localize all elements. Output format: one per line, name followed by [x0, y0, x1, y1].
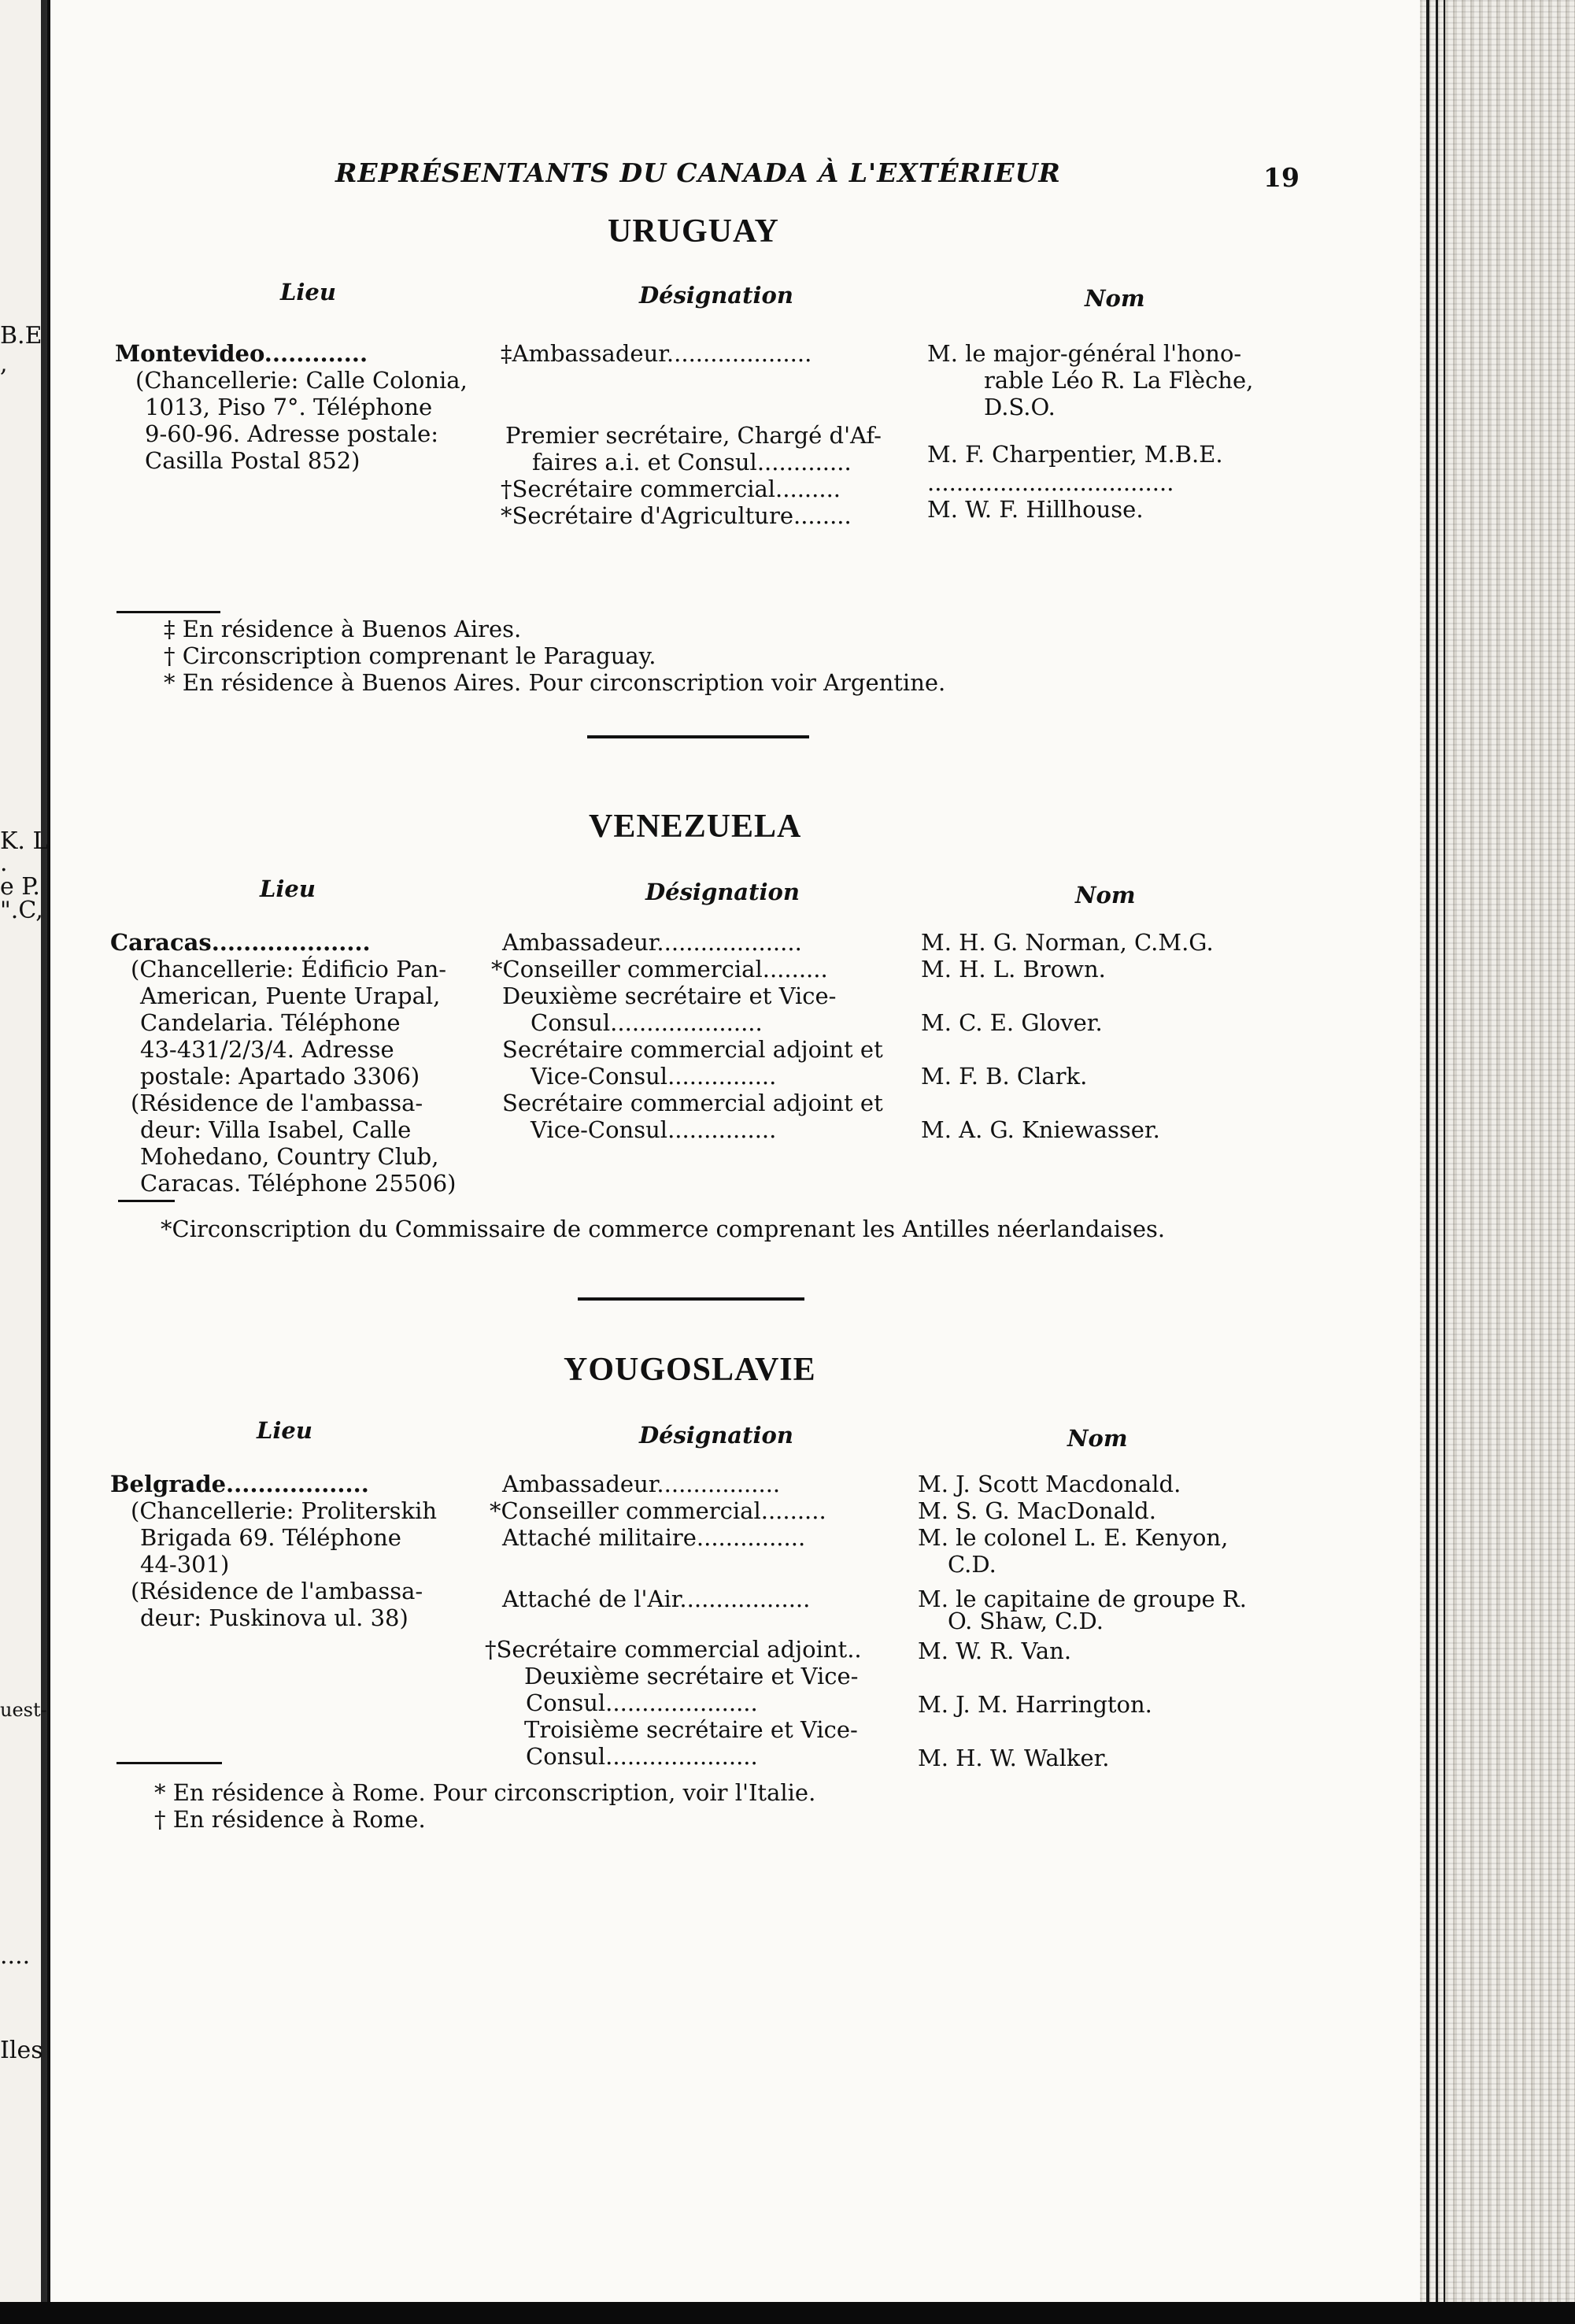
designation-line: Attaché militaire...............: [502, 1524, 806, 1551]
place-line: deur: Villa Isabel, Calle: [140, 1116, 412, 1143]
place-column-uruguay: [115, 340, 485, 474]
name-line: rable Léo R. La Flèche,: [984, 367, 1254, 394]
place-line: American, Puente Urapal,: [140, 983, 441, 1009]
place-city: Montevideo.............: [115, 340, 368, 367]
name-line: O. Shaw, C.D.: [948, 1608, 1104, 1634]
designation-line: Premier secrétaire, Chargé d'Af-: [505, 422, 882, 449]
designation-line: *Conseiller commercial.........: [491, 956, 828, 983]
footnotes-yougoslavie: [154, 1779, 815, 1833]
name-line: M. le capitaine de groupe R.: [918, 1586, 1247, 1612]
footnote: † En résidence à Rome.: [154, 1806, 426, 1833]
margin-fragment: ....: [0, 1942, 31, 1970]
designation-line: Vice-Consul...............: [531, 1116, 777, 1143]
margin-fragment: Iles: [0, 2037, 43, 2064]
footnote: * En résidence à Rome. Pour circonscription, voir l'Italie.: [154, 1779, 816, 1806]
designation-line: Troisième secrétaire et Vice-: [524, 1716, 858, 1743]
margin-fragment: uest-: [0, 1699, 47, 1721]
footnote-rule: [118, 1200, 175, 1202]
footnote: ‡ En résidence à Buenos Aires.: [164, 616, 522, 642]
designation-line: *Secrétaire d'Agriculture........: [501, 502, 852, 529]
page-number: 19: [1263, 162, 1300, 193]
place-line: Casilla Postal 852): [145, 447, 360, 474]
place-line: (Résidence de l'ambassa-: [131, 1090, 423, 1116]
name-column-venezuela: [921, 929, 1291, 1143]
place-city: Belgrade..................: [110, 1471, 369, 1497]
running-header: REPRÉSENTANTS DU CANADA À L'EXTÉRIEUR: [335, 157, 1061, 188]
place-line: postale: Apartado 3306): [140, 1063, 420, 1090]
country-title-venezuela: VENEZUELA: [589, 809, 802, 845]
footnote-rule: [116, 1762, 222, 1764]
name-line: M. C. E. Glover.: [921, 1009, 1103, 1036]
name-column-uruguay: [927, 340, 1297, 523]
place-line: Caracas. Téléphone 25506): [140, 1170, 457, 1197]
place-city: Caracas....................: [110, 929, 371, 956]
designation-line: †Secrétaire commercial adjoint..: [485, 1636, 862, 1663]
name-line: M. W. F. Hillhouse.: [927, 496, 1144, 523]
name-line: M. A. G. Kniewasser.: [921, 1116, 1160, 1143]
name-line: ..................................: [927, 469, 1174, 496]
name-line: M. S. G. MacDonald.: [918, 1497, 1156, 1524]
page-edge-stack: [1420, 0, 1575, 2324]
designation-line: Ambassadeur....................: [502, 929, 802, 956]
margin-fragment: B.E: [0, 322, 43, 350]
designation-column-venezuela: [491, 929, 900, 1143]
place-column-venezuela: [110, 929, 493, 1197]
column-head-name: Nom: [1067, 1425, 1128, 1452]
place-line: (Chancellerie: Proliterskih: [131, 1497, 438, 1524]
place-line: 44-301): [140, 1551, 230, 1578]
place-line: (Chancellerie: Calle Colonia,: [135, 367, 468, 394]
name-line: M. J. M. Harrington.: [918, 1691, 1152, 1718]
designation-line: †Secrétaire commercial.........: [501, 476, 841, 502]
designation-line: *Conseiller commercial.........: [490, 1497, 826, 1524]
name-line: M. J. Scott Macdonald.: [918, 1471, 1181, 1497]
place-line: deur: Puskinova ul. 38): [140, 1604, 409, 1631]
section-separator: [578, 1297, 804, 1301]
name-line: M. W. R. Van.: [918, 1638, 1072, 1664]
designation-line: Consul.....................: [526, 1689, 758, 1716]
footnote: † Circonscription comprenant le Paraguay.: [164, 642, 656, 669]
designation-line: Vice-Consul...............: [531, 1063, 777, 1090]
footnotes-uruguay: [164, 616, 945, 696]
designation-line: Deuxième secrétaire et Vice-: [502, 983, 837, 1009]
designation-line: Secrétaire commercial adjoint et: [502, 1036, 883, 1063]
column-head-designation: Désignation: [639, 282, 793, 309]
margin-fragment: ".C,: [0, 897, 43, 924]
column-head-name: Nom: [1085, 285, 1145, 312]
designation-line: Attaché de l'Air..................: [502, 1586, 811, 1612]
place-line: Candelaria. Téléphone: [140, 1009, 401, 1036]
margin-fragment: K. L: [0, 827, 49, 855]
footnote-venezuela: *Circonscription du Commissaire de commerce comprenant les Antilles néerlandaises.: [161, 1216, 1166, 1242]
name-column-yougoslavie: [918, 1471, 1296, 1771]
name-line: M. H. G. Norman, C.M.G.: [921, 929, 1214, 956]
name-line: D.S.O.: [984, 394, 1056, 420]
margin-fragment: e P.: [0, 873, 40, 901]
name-line: M. H. L. Brown.: [921, 956, 1106, 983]
designation-line: ‡Ambassadeur....................: [501, 340, 812, 367]
facing-page-margin: [0, 0, 49, 2324]
designation-line: Deuxième secrétaire et Vice-: [524, 1663, 859, 1689]
place-column-yougoslavie: [110, 1471, 493, 1631]
designation-line: Secrétaire commercial adjoint et: [502, 1090, 883, 1116]
column-head-place: Lieu: [280, 279, 336, 305]
column-head-place: Lieu: [257, 1417, 312, 1444]
designation-line: Ambassadeur.................: [502, 1471, 781, 1497]
name-line: M. H. W. Walker.: [918, 1745, 1110, 1771]
margin-fragment: .: [0, 849, 8, 877]
name-line: M. le major-général l'hono-: [927, 340, 1242, 367]
scan-bottom-edge: [0, 2302, 1575, 2324]
name-line: M. F. B. Clark.: [921, 1063, 1088, 1090]
place-line: Mohedano, Country Club,: [140, 1143, 439, 1170]
designation-line: Consul.....................: [531, 1009, 763, 1036]
footnote-rule: [116, 611, 220, 613]
place-line: (Chancellerie: Édificio Pan-: [131, 956, 447, 983]
country-title-uruguay: URUGUAY: [608, 213, 779, 250]
designation-column-uruguay: [501, 340, 894, 529]
designation-line: Consul.....................: [526, 1743, 758, 1770]
column-head-designation: Désignation: [639, 1422, 793, 1449]
section-separator: [587, 735, 809, 738]
designation-column-yougoslavie: [485, 1471, 910, 1770]
place-line: Brigada 69. Téléphone: [140, 1524, 401, 1551]
column-head-name: Nom: [1075, 882, 1136, 909]
place-line: 1013, Piso 7°. Téléphone: [145, 394, 433, 420]
name-line: M. F. Charpentier, M.B.E.: [927, 441, 1223, 468]
country-title-yougoslavie: YOUGOSLAVIE: [564, 1352, 816, 1388]
designation-line: faires a.i. et Consul.............: [532, 449, 852, 476]
place-line: 9-60-96. Adresse postale:: [145, 420, 439, 447]
column-head-designation: Désignation: [645, 879, 800, 905]
footnote: * En résidence à Buenos Aires. Pour circonscription voir Argentine.: [164, 669, 946, 696]
place-line: 43-431/2/3/4. Adresse: [140, 1036, 394, 1063]
name-line: M. le colonel L. E. Kenyon,: [918, 1524, 1229, 1551]
place-line: (Résidence de l'ambassa-: [131, 1578, 423, 1604]
column-head-place: Lieu: [260, 875, 316, 902]
margin-fragment: ,: [0, 350, 8, 378]
name-line: C.D.: [948, 1551, 996, 1578]
